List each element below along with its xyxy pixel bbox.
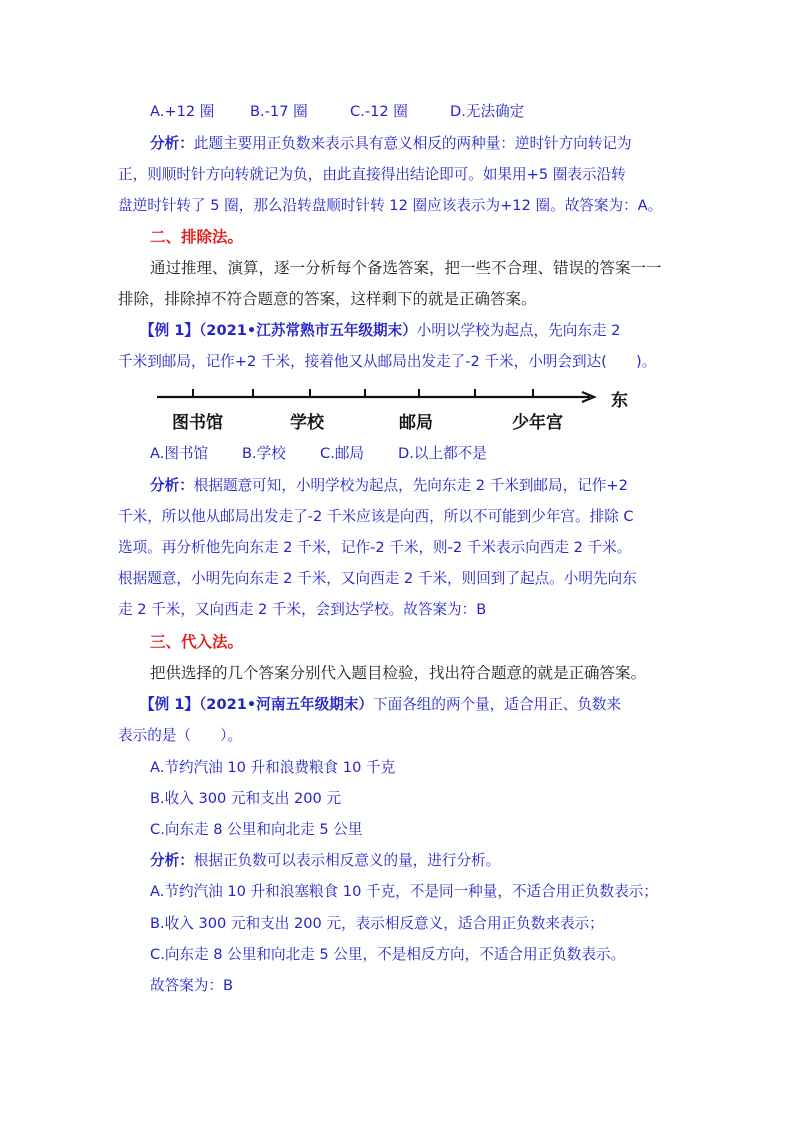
example-tag: 【例 1】（2021•河南五年级期末）	[140, 696, 374, 713]
section-heading: 三、代入法。	[150, 633, 244, 651]
label-post-office: 邮局	[399, 413, 433, 433]
analysis-line	[150, 851, 500, 871]
analysis-label: 分析：	[150, 135, 194, 152]
example-options	[150, 444, 487, 464]
analysis-label: 分析：	[150, 477, 194, 494]
analysis-line	[150, 476, 628, 496]
label-youth-palace: 少年宫	[512, 413, 563, 433]
analysis-text: 此题主要用正负数来表示具有意义相反的两种量：逆时针方向转记为	[193, 135, 632, 152]
option-c: C.邮局	[320, 445, 365, 462]
option-d: D.无法确定	[450, 103, 525, 120]
example-question: 千米到邮局，记作+2 千米，接着他又从邮局出发走了-2 千米，小明会到达( )。	[118, 353, 657, 370]
section-desc: 排除，排除掉不符合题意的答案，这样剩下的就是正确答案。	[118, 290, 537, 308]
analysis-line: 盘逆时针转了 5 圈，那么沿转盘顺时针转 12 圈应该表示为+12 圈。故答案为：A。	[118, 197, 663, 214]
example-question	[140, 321, 620, 341]
analysis-label: 分析：	[150, 852, 194, 869]
analysis-line	[150, 134, 632, 154]
section-heading: 二、排除法。	[150, 228, 244, 246]
option-d: D.以上都不是	[398, 445, 487, 462]
option-a: A.+12 圈	[150, 103, 215, 120]
direction-label: 东	[611, 391, 628, 411]
option-b: B.收入 300 元和支出 200 元	[150, 790, 342, 807]
analysis-line: B.收入 300 元和支出 200 元，表示相反意义，适合用正负数来表示；	[150, 915, 604, 932]
example-tag: 【例 1】（2021•江苏常熟市五年级期末）	[140, 322, 417, 339]
answer-line: 故答案为：B	[150, 977, 233, 994]
option-b: B.学校	[242, 445, 286, 462]
analysis-line: 根据题意，小明先向东走 2 千米，又向西走 2 千米，则回到了起点。小明先向东	[118, 570, 637, 587]
analysis-line: 选项。再分析他先向东走 2 千米，记作-2 千米，则-2 千米表示向西走 2 千米。	[118, 539, 632, 556]
analysis-text: 根据题意可知，小明学校为起点，先向东走 2 千米到邮局，记作+2	[193, 477, 628, 494]
example-question	[140, 695, 621, 715]
section-desc: 通过推理、演算，逐一分析每个备选答案，把一些不合理、错误的答案一一	[150, 259, 662, 277]
analysis-line: A.节约汽油 10 升和浪塞粮食 10 千克，不是同一种量，不适合用正负数表示；	[150, 883, 658, 900]
analysis-text: 根据正负数可以表示相反意义的量，进行分析。	[193, 852, 501, 869]
ticks	[193, 389, 533, 397]
analysis-line: 正，则顺时针方向转就记为负，由此直接得出结论即可。如果用+5 圈表示沿转	[118, 166, 626, 183]
analysis-line: C.向东走 8 公里和向北走 5 公里，不是相反方向，不适合用正负数表示。	[150, 946, 626, 963]
example-text: 小明以学校为起点，先向东走 2	[416, 322, 621, 339]
analysis-line: 走 2 千米，又向西走 2 千米，会到达学校。故答案为：B	[118, 601, 487, 618]
section-desc: 把供选择的几个答案分别代入题目检验，找出符合题意的就是正确答案。	[150, 664, 647, 682]
option-c: C.-12 圈	[350, 103, 408, 120]
option-c: C.向东走 8 公里和向北走 5 公里	[150, 821, 363, 838]
option-a: A.图书馆	[150, 445, 209, 462]
analysis-line: 千米，所以他从邮局出发走了-2 千米应该是向西，所以不可能到少年宫。排除 C	[118, 508, 634, 525]
label-library: 图书馆	[172, 413, 223, 433]
option-a: A.节约汽油 10 升和浪费粮食 10 千克	[150, 759, 396, 776]
option-b: B.-17 圈	[250, 103, 308, 120]
example-text: 下面各组的两个量，适合用正、负数来	[373, 696, 622, 713]
label-school: 学校	[290, 413, 324, 433]
example-question: 表示的是（ ）。	[118, 727, 243, 744]
q0-options	[150, 102, 524, 122]
